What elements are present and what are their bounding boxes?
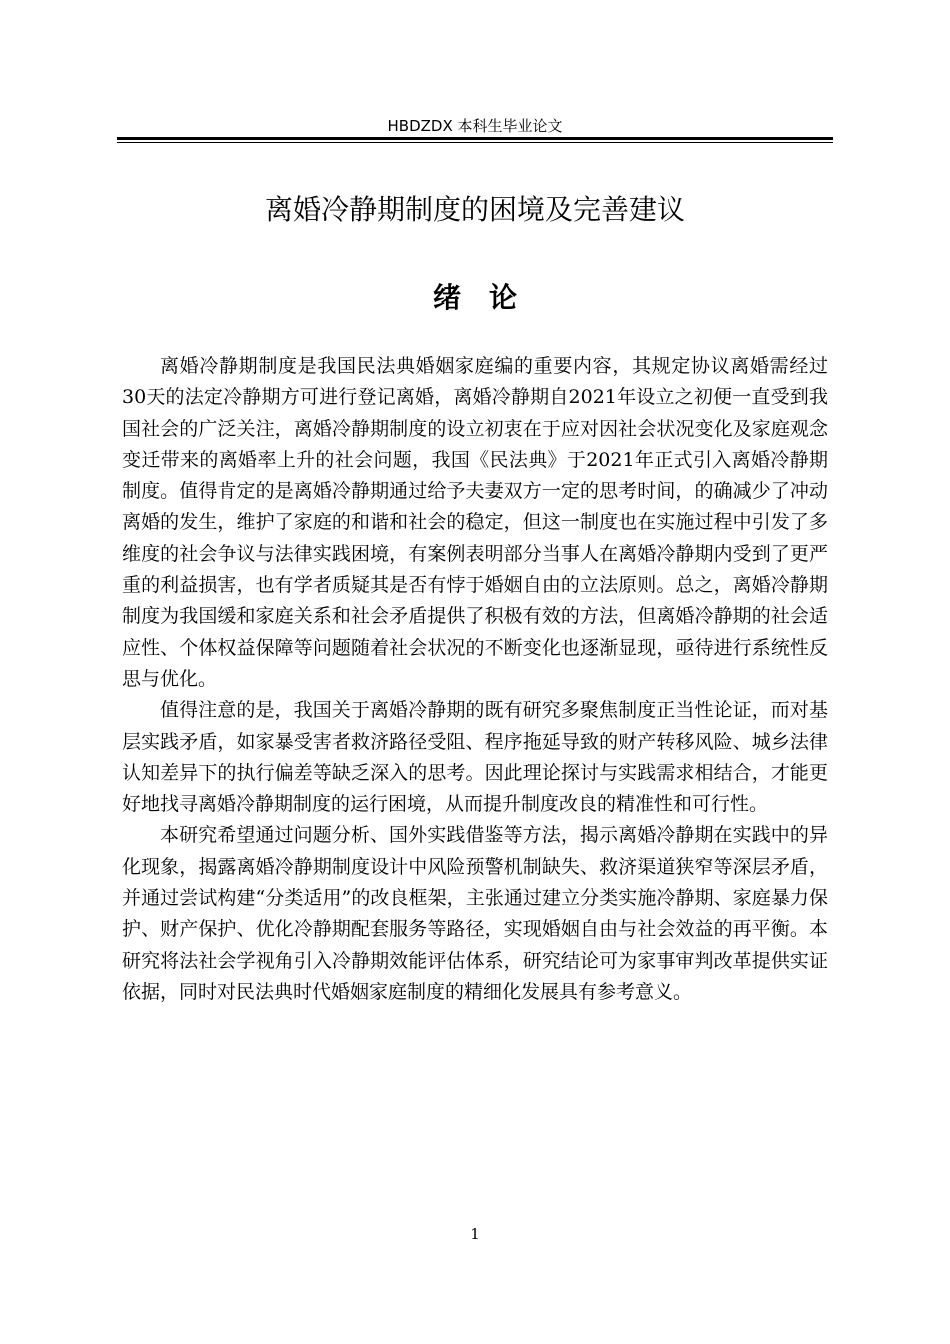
paragraph-3: 本研究希望通过问题分析、国外实践借鉴等方法，揭示离婚冷静期在实践中的异化现象，揭露离婚冷静期制度设计中风险预警机制缺失、救济渠道狭窄等深层矛盾，并通过尝试构建“分类适用”的改良框架，主张通过建立分类实施冷静期、家庭暴力保护、财产保护、优化冷静期配套服务等路径，实现婚姻自由与社会效益的再平衡。本研究将法社会学视角引入冷静期效能评估体系，研究结论可为家事审判改革提供实证依据，同时对民法典时代婚姻家庭制度的精细化发展具有参考意义。 <box>122 824 828 1003</box>
running-header: HBDZDX 本科生毕业论文 <box>387 117 563 135</box>
header-rule-thin <box>117 142 833 143</box>
header-rule-thick <box>117 137 833 140</box>
paragraph-2: 值得注意的是，我国关于离婚冷静期的既有研究多聚焦制度正当性论证，而对基层实践矛盾，如家暴受害者救济路径受阻、程序拖延导致的财产转移风险、城乡法律认知差异下的执行偏差等缺乏深入的思考。因此理论探讨与实践需求相结合，才能更好地找寻离婚冷静期制度的运行困境，从而提升制度改良的精准性和可行性。 <box>122 699 828 816</box>
paragraph-1: 离婚冷静期制度是我国民法典婚姻家庭编的重要内容，其规定协议离婚需经过30天的法定冷静期方可进行登记离婚，离婚冷静期自2021年设立之初便一直受到我国社会的广泛关注，离婚冷静期制度的设立初衷在于应对因社会状况变化及家庭观念变迁带来的离婚率上升的社会问题，我国《民法典》于2021年正式引入离婚冷静期制度。值得肯定的是离婚冷静期通过给予夫妻双方一定的思考时间，的确减少了冲动离婚的发生，维护了家庭的和谐和社会的稳定，但这一制度也在实施过程中引发了多维度的社会争议与法律实践困境，有案例表明部分当事人在离婚冷静期内受到了更严重的利益损害，也有学者质疑其是否有悖于婚姻自由的立法原则。总之，离婚冷静期制度为我国缓和家庭关系和社会矛盾提供了积极有效的方法，但离婚冷静期的社会适应性、个体权益保障等问题随着社会状况的不断变化也逐渐显现，亟待进行系统性反思与优化。 <box>122 355 828 690</box>
page-number: 1 <box>470 1225 480 1243</box>
document-title: 离婚冷静期制度的困境及完善建议 <box>264 193 685 226</box>
body-text <box>122 351 828 1008</box>
section-heading: 绪论 <box>432 281 545 314</box>
